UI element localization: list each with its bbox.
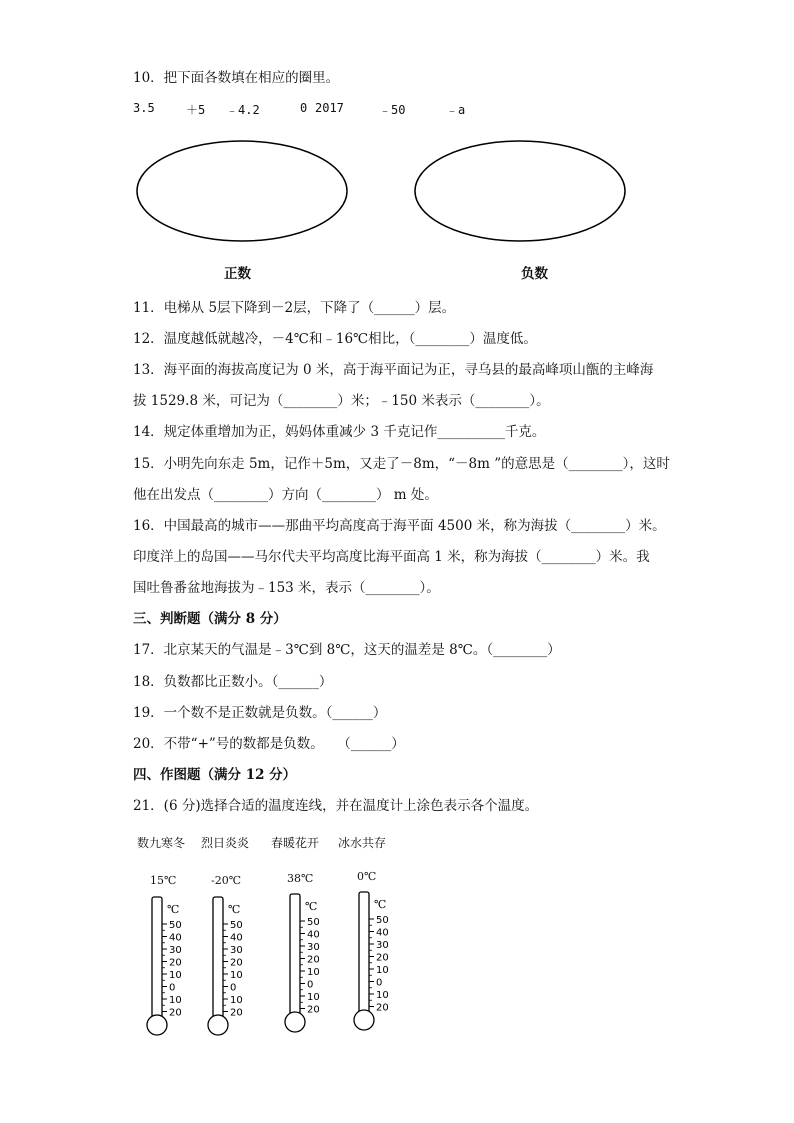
thermometer-bulb[interactable] (147, 1015, 167, 1035)
q20: 20．不带“+”号的数都是负数。 （______） (133, 736, 405, 752)
thermometer-scale-label: 50 (307, 917, 320, 928)
thermometer-tube[interactable] (290, 894, 300, 1016)
thermometer-scale-label: 10 (230, 995, 243, 1006)
thermometer-scale-label: 40 (230, 932, 243, 944)
q13-line1: 13．海平面的海拔高度记为 0 米，高于海平面记为正，寻乌县的最高峰项山甑的主峰海 (133, 362, 654, 378)
thermometer-scale-label: 10 (230, 970, 243, 981)
thermometer-scale-label: 10 (376, 990, 389, 1001)
number-item: ﹣4.2 (226, 103, 260, 117)
thermometer-scale-label: 20 (230, 1007, 243, 1019)
thermometer-scale-label: 50 (376, 915, 389, 926)
thermometer[interactable] (354, 892, 374, 1030)
thermometer-unit-label: ℃ (305, 900, 318, 913)
thermometer-scale-label: 20 (307, 1004, 320, 1016)
thermometer-scale-label: 10 (376, 965, 389, 976)
thermometer-scale-label: 20 (376, 952, 389, 964)
number-item: ﹣50 (379, 103, 406, 117)
thermometer-unit-label: ℃ (167, 903, 180, 916)
section-4-heading: 四、作图题（满分 12 分） (133, 767, 297, 783)
thermometer-scale-label: 10 (307, 992, 320, 1003)
q14: 14．规定体重增加为正，妈妈体重减少 3 千克记作__________千克。 (133, 424, 546, 440)
thermometer-unit-label: ℃ (374, 898, 387, 911)
q19: 19．一个数不是正数就是负数。（______） (133, 705, 387, 721)
negative-oval[interactable] (415, 141, 625, 241)
q11: 11．电梯从 5层下降到－2层，下降了（______）层。 (133, 300, 456, 316)
thermometers (0, 880, 794, 1040)
number-item: 3.5 (133, 101, 155, 115)
q15-line1: 15．小明先向东走 5m，记作＋5m，又走了－8m，“－8m ”的意思是（________），这时 (133, 456, 670, 472)
number-item: ＋5 (186, 103, 206, 117)
thermometer-scale-label: 30 (307, 942, 320, 953)
thermometer-scale-label: 30 (230, 945, 243, 956)
positive-oval[interactable] (137, 141, 347, 241)
phrase-item[interactable]: 数九寒冬 (137, 836, 186, 850)
number-item: 0 (300, 101, 308, 115)
thermometer-scale-label: 20 (230, 957, 243, 969)
thermometer-temp-label[interactable]: -20℃ (211, 874, 242, 887)
q12: 12．温度越低就越冷，－4℃和﹣16℃相比，（________）温度低。 (133, 331, 537, 347)
q13-line2: 拔 1529.8 米，可记为（________）米；﹣150 米表示（________）。 (133, 393, 550, 409)
thermometer-unit-label: ℃ (228, 903, 241, 916)
thermometer-scale-label: 0 (169, 982, 176, 994)
thermometer-bulb[interactable] (285, 1012, 305, 1032)
thermometer[interactable] (285, 894, 305, 1032)
thermometer-scale-label: 40 (169, 932, 182, 944)
thermometer-scale-label: 20 (376, 1002, 389, 1014)
thermometer-scale-label: 0 (376, 977, 383, 989)
thermometer-scale-label: 20 (169, 957, 182, 969)
q17: 17．北京某天的气温是﹣3℃到 8℃，这天的温差是 8℃。（________） (133, 642, 561, 658)
positive-oval-label: 正数 (224, 266, 251, 282)
thermometer-scale-label: 20 (307, 954, 320, 966)
thermometer-scale-label: 0 (230, 982, 237, 994)
thermometer-scale-label: 50 (169, 920, 182, 931)
q10-ovals (130, 140, 640, 256)
section-3-heading: 三、判断题（满分 8 分） (133, 611, 287, 627)
phrase-item[interactable]: 春暖花开 (271, 836, 320, 850)
thermometer-scale-label: 10 (307, 967, 320, 978)
q15-line2: 他在出发点（________）方向（________） m 处。 (133, 487, 438, 503)
thermometer-bulb[interactable] (354, 1010, 374, 1030)
thermometer-scale-label: 40 (307, 929, 320, 941)
thermometer-tube[interactable] (152, 897, 162, 1019)
phrase-item[interactable]: 烈日炎炎 (201, 836, 250, 850)
q16-line3: 国吐鲁番盆地海拔为﹣153 米，表示（________）。 (133, 580, 440, 596)
thermometer-temp-label[interactable]: 15℃ (150, 874, 177, 887)
q18: 18．负数都比正数小。（______） (133, 674, 333, 690)
thermometer-bulb[interactable] (208, 1015, 228, 1035)
thermometer-tube[interactable] (213, 897, 223, 1019)
q10-title: 10．把下面各数填在相应的圈里。 (133, 70, 340, 86)
thermometer-scale-label: 20 (169, 1007, 182, 1019)
number-item: 2017 (315, 101, 344, 115)
thermometer[interactable] (147, 897, 167, 1035)
thermometer-scale-label: 40 (376, 927, 389, 939)
phrase-item[interactable]: 冰水共存 (338, 836, 387, 850)
thermometer-temp-label[interactable]: 0℃ (357, 870, 377, 883)
number-item: ﹣a (446, 103, 466, 117)
thermometer-scale-label: 10 (169, 995, 182, 1006)
thermometer-scale-label: 50 (230, 920, 243, 931)
q16-line2: 印度洋上的岛国——马尔代夫平均高度比海平面高 1 米，称为海拔（________）米。我 (133, 549, 650, 565)
thermometer-scale-label: 10 (169, 970, 182, 981)
negative-oval-label: 负数 (521, 266, 548, 282)
thermometer[interactable] (208, 897, 228, 1035)
q16-line1: 16．中国最高的城市——那曲平均高度高于海平面 4500 米，称为海拔（________）米。 (133, 518, 666, 534)
thermometer-tube[interactable] (359, 892, 369, 1014)
thermometer-scale-label: 0 (307, 979, 314, 991)
thermometer-temp-label[interactable]: 38℃ (287, 872, 314, 885)
thermometer-scale-label: 30 (169, 945, 182, 956)
thermometer-scale-label: 30 (376, 940, 389, 951)
q21: 21．(6 分)选择合适的温度连线，并在温度计上涂色表示各个温度。 (133, 798, 539, 814)
